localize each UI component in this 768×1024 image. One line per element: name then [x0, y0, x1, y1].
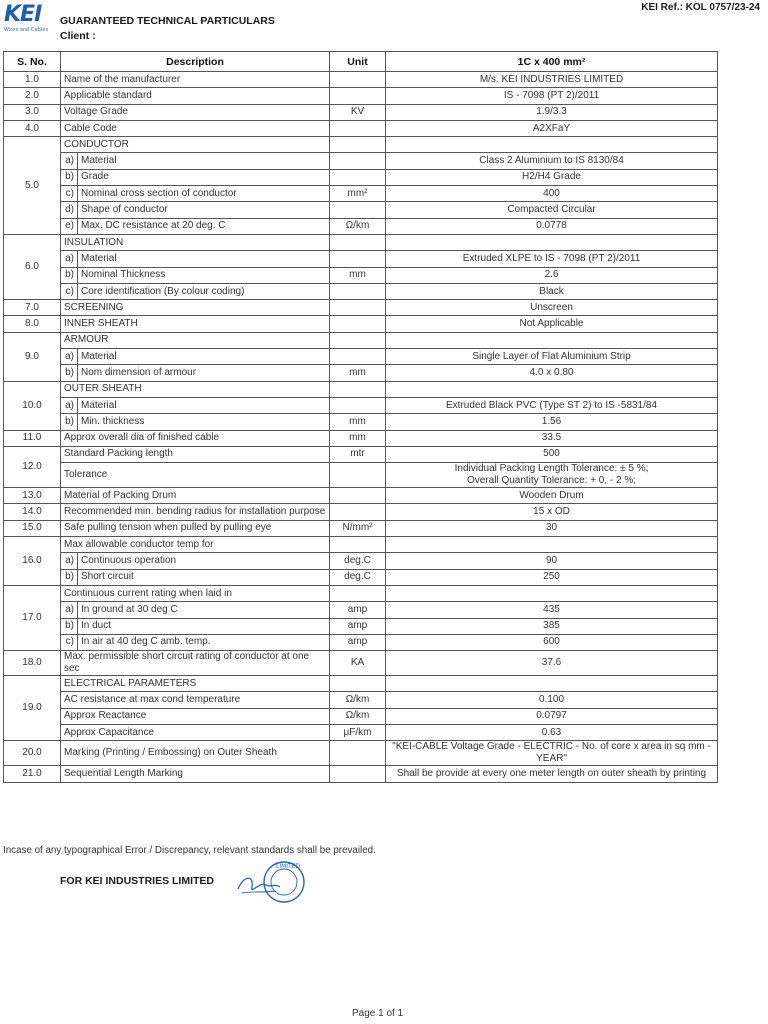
- table-row: [4, 381, 718, 397]
- table-row: [4, 488, 718, 504]
- table-row: [4, 316, 718, 332]
- row-value: Black: [386, 283, 718, 299]
- row-sno: 2.0: [4, 88, 61, 104]
- row-sno: 12.0: [4, 446, 61, 487]
- row-description: Material: [78, 251, 330, 267]
- row-value: 500: [386, 446, 718, 462]
- sub-item-label: c): [61, 186, 78, 202]
- row-unit: [330, 676, 386, 692]
- row-description: Approx Reactance: [61, 708, 330, 724]
- table-row: [4, 202, 718, 218]
- row-description: In ground at 30 deg C: [78, 602, 330, 618]
- row-unit: [330, 234, 386, 250]
- logo-tagline: Wires and Cables: [4, 27, 49, 33]
- row-value: 30: [386, 520, 718, 536]
- sub-item-label: d): [61, 202, 78, 218]
- row-unit: [330, 202, 386, 218]
- row-sno: 7.0: [4, 300, 61, 316]
- table-row: [4, 397, 718, 413]
- row-description: Marking (Printing / Embossing) on Outer Sheath: [61, 741, 330, 766]
- row-sno: 21.0: [4, 766, 61, 782]
- client-label: Client :: [60, 30, 96, 42]
- table-row: [4, 283, 718, 299]
- row-description: Cable Code: [61, 120, 330, 136]
- table-row: [4, 463, 718, 488]
- row-unit: [330, 120, 386, 136]
- row-sno: 11.0: [4, 430, 61, 446]
- row-description: Material of Packing Drum: [61, 488, 330, 504]
- table-header-row: [4, 52, 718, 72]
- row-unit: μF/km: [330, 724, 386, 740]
- stamp-text: LIMITED: [276, 863, 301, 870]
- row-sno: 15.0: [4, 520, 61, 536]
- col-header-unit: Unit: [330, 52, 386, 72]
- section-heading: INSULATION: [61, 234, 330, 250]
- row-value: M/s. KEI INDUSTRIES LIMITED: [386, 72, 718, 88]
- row-value: Unscreen: [386, 300, 718, 316]
- row-unit: [330, 488, 386, 504]
- section-heading: Max allowable conductor temp for: [61, 537, 330, 553]
- sub-item-label: b): [61, 169, 78, 185]
- row-unit: mm: [330, 414, 386, 430]
- row-sno: 10.0: [4, 381, 61, 430]
- row-value: Not Applicable: [386, 316, 718, 332]
- row-unit: [330, 381, 386, 397]
- row-description: Nom dimension of armour: [78, 365, 330, 381]
- row-sno: 18.0: [4, 651, 61, 676]
- row-value: IS - 7098 (PT 2)/2011: [386, 88, 718, 104]
- table-row: [4, 153, 718, 169]
- company-stamp-icon: [232, 857, 308, 907]
- row-unit: mm: [330, 267, 386, 283]
- row-value: 37.6: [386, 651, 718, 676]
- row-value: 435: [386, 602, 718, 618]
- row-value: 0.0797: [386, 708, 718, 724]
- row-unit: mtr: [330, 446, 386, 462]
- table-row: [4, 676, 718, 692]
- tolerance-line-2: Overall Quantity Tolerance: + 0, - 2 %;: [466, 475, 637, 487]
- row-unit: [330, 332, 386, 348]
- table-row: [4, 186, 718, 202]
- row-value: Wooden Drum: [386, 488, 718, 504]
- row-sno: 20.0: [4, 741, 61, 766]
- row-value: [386, 537, 718, 553]
- row-value: [386, 381, 718, 397]
- row-description: Material: [78, 349, 330, 365]
- discrepancy-note: Incase of any typographical Error / Discrepancy, relevant standards shall be prevailed.: [3, 845, 376, 856]
- table-row: [4, 446, 718, 462]
- row-description: Shape of conductor: [78, 202, 330, 218]
- row-value: Shall be provide at every one meter length on outer sheath by printing: [386, 766, 718, 782]
- table-row: [4, 137, 718, 153]
- row-sno: 9.0: [4, 332, 61, 381]
- row-value: 4.0 x 0.80: [386, 365, 718, 381]
- table-row: [4, 585, 718, 601]
- row-unit: [330, 251, 386, 267]
- row-unit: N/mm²: [330, 520, 386, 536]
- section-heading: ELECTRICAL PARAMETERS: [61, 676, 330, 692]
- row-value: 400: [386, 186, 718, 202]
- sub-item-label: c): [61, 634, 78, 650]
- row-unit: [330, 72, 386, 88]
- sub-item-label: e): [61, 218, 78, 234]
- page-number: Page 1 of 1: [352, 1008, 404, 1019]
- row-unit: Ω/km: [330, 708, 386, 724]
- row-description: SCREENING: [61, 300, 330, 316]
- table-row: [4, 169, 718, 185]
- row-value: [386, 676, 718, 692]
- row-unit: [330, 397, 386, 413]
- row-description: Approx overall dia of finished cable: [61, 430, 330, 446]
- row-description: Applicable standard: [61, 88, 330, 104]
- row-sno: 6.0: [4, 234, 61, 299]
- table-row: [4, 569, 718, 585]
- row-unit: [330, 766, 386, 782]
- table-row: [4, 741, 718, 766]
- sub-item-label: c): [61, 283, 78, 299]
- row-sno: 19.0: [4, 676, 61, 741]
- row-value: Extruded Black PVC (Type ST 2) to IS -5831/84: [386, 397, 718, 413]
- table-row: [4, 414, 718, 430]
- table-row: [4, 88, 718, 104]
- row-description: In duct: [78, 618, 330, 634]
- row-unit: mm: [330, 430, 386, 446]
- table-row: [4, 537, 718, 553]
- row-value: 385: [386, 618, 718, 634]
- row-description: AC resistance at max cond temperature: [61, 692, 330, 708]
- table-row: [4, 692, 718, 708]
- row-description: Core identification (By colour coding): [78, 283, 330, 299]
- row-description: Short circuit: [78, 569, 330, 585]
- row-value: 1.56: [386, 414, 718, 430]
- row-unit: [330, 349, 386, 365]
- row-value: Compacted Circular: [386, 202, 718, 218]
- row-unit: Ω/km: [330, 692, 386, 708]
- row-description: Material: [78, 397, 330, 413]
- row-value: 90: [386, 553, 718, 569]
- row-unit: KV: [330, 104, 386, 120]
- document-title: GUARANTEED TECHNICAL PARTICULARS: [60, 15, 275, 27]
- row-unit: [330, 300, 386, 316]
- row-value: H2/H4 Grade: [386, 169, 718, 185]
- row-unit: amp: [330, 634, 386, 650]
- row-value: [386, 463, 718, 488]
- row-description: Name of the manufacturer: [61, 72, 330, 88]
- row-sno: 5.0: [4, 137, 61, 235]
- row-value: 15 x OD: [386, 504, 718, 520]
- signature-stroke: [238, 878, 280, 889]
- table-row: [4, 349, 718, 365]
- logo-text: KEI: [4, 2, 42, 27]
- row-unit: mm²: [330, 186, 386, 202]
- row-sno: 13.0: [4, 488, 61, 504]
- row-unit: [330, 504, 386, 520]
- table-row: [4, 520, 718, 536]
- col-header-description: Description: [61, 52, 330, 72]
- row-unit: mm: [330, 365, 386, 381]
- row-value: 0.100: [386, 692, 718, 708]
- row-unit: [330, 463, 386, 488]
- row-description: Safe pulling tension when pulled by pulling eye: [61, 520, 330, 536]
- sub-item-label: a): [61, 251, 78, 267]
- table-row: [4, 651, 718, 676]
- row-value: Class 2 Aluminium to IS 8130/84: [386, 153, 718, 169]
- table-row: [4, 365, 718, 381]
- table-row: [4, 766, 718, 782]
- row-unit: deg.C: [330, 553, 386, 569]
- row-value: Single Layer of Flat Aluminium Strip: [386, 349, 718, 365]
- table-row: [4, 708, 718, 724]
- table-row: [4, 602, 718, 618]
- row-description: Max. permissible short circuit rating of conductor at one sec: [61, 651, 330, 676]
- row-description: INNER SHEATH: [61, 316, 330, 332]
- row-unit: amp: [330, 618, 386, 634]
- row-unit: [330, 137, 386, 153]
- row-unit: deg.C: [330, 569, 386, 585]
- sub-item-label: b): [61, 569, 78, 585]
- row-value: A2XFaY: [386, 120, 718, 136]
- row-description: Standard Packing length: [61, 446, 330, 462]
- row-value: Extruded XLPE to IS - 7098 (PT 2)/2011: [386, 251, 718, 267]
- col-header-sno: S. No.: [4, 52, 61, 72]
- table-row: [4, 300, 718, 316]
- row-description: Nominal cross section of conductor: [78, 186, 330, 202]
- section-heading: CONDUCTOR: [61, 137, 330, 153]
- row-description: Tolerance: [61, 463, 330, 488]
- row-sno: 16.0: [4, 537, 61, 586]
- row-unit: Ω/km: [330, 218, 386, 234]
- row-sno: 1.0: [4, 72, 61, 88]
- row-value: 1.9/3.3: [386, 104, 718, 120]
- table-row: [4, 104, 718, 120]
- reference-number: KEI Ref.: KOL 0757/23-24: [641, 2, 760, 13]
- row-description: Voltage Grade: [61, 104, 330, 120]
- table-row: [4, 724, 718, 740]
- row-unit: amp: [330, 602, 386, 618]
- row-unit: [330, 153, 386, 169]
- row-unit: [330, 316, 386, 332]
- sub-item-label: a): [61, 397, 78, 413]
- signature-underline: [242, 891, 276, 893]
- table-row: [4, 430, 718, 446]
- row-value: 250: [386, 569, 718, 585]
- row-value: 33.5: [386, 430, 718, 446]
- sub-item-label: b): [61, 618, 78, 634]
- sub-item-label: a): [61, 602, 78, 618]
- sub-item-label: b): [61, 365, 78, 381]
- table-row: [4, 553, 718, 569]
- row-value: "KEI-CABLE Voltage Grade - ELECTRIC - No. of core x area in sq mm - YEAR": [386, 741, 718, 766]
- tolerance-line-1: Individual Packing Length Tolerance: ± 5 %;: [454, 463, 649, 475]
- table-row: [4, 251, 718, 267]
- row-value: 2.6: [386, 267, 718, 283]
- row-sno: 8.0: [4, 316, 61, 332]
- row-description: Nominal Thickness: [78, 267, 330, 283]
- row-sno: 14.0: [4, 504, 61, 520]
- row-value: [386, 234, 718, 250]
- table-row: [4, 618, 718, 634]
- sub-item-label: a): [61, 553, 78, 569]
- row-unit: [330, 169, 386, 185]
- row-description: Sequential Length Marking: [61, 766, 330, 782]
- sub-item-label: b): [61, 267, 78, 283]
- row-value: [386, 585, 718, 601]
- row-description: In air at 40 deg C amb. temp.: [78, 634, 330, 650]
- row-description: Continuous operation: [78, 553, 330, 569]
- row-unit: [330, 537, 386, 553]
- row-sno: 4.0: [4, 120, 61, 136]
- row-sno: 3.0: [4, 104, 61, 120]
- row-unit: KA: [330, 651, 386, 676]
- row-unit: [330, 741, 386, 766]
- table-row: [4, 332, 718, 348]
- row-value: 600: [386, 634, 718, 650]
- sub-item-label: a): [61, 153, 78, 169]
- row-description: Recommended min. bending radius for installation purpose: [61, 504, 330, 520]
- table-row: [4, 267, 718, 283]
- company-signature-label: FOR KEI INDUSTRIES LIMITED: [60, 875, 215, 887]
- row-value: 0.0778: [386, 218, 718, 234]
- sub-item-label: b): [61, 414, 78, 430]
- row-description: Min. thickness: [78, 414, 330, 430]
- section-heading: Continuous current rating when laid in: [61, 585, 330, 601]
- section-heading: ARMOUR: [61, 332, 330, 348]
- row-description: Material: [78, 153, 330, 169]
- kei-logo: [4, 4, 58, 38]
- table-row: [4, 504, 718, 520]
- row-sno: 17.0: [4, 585, 61, 650]
- row-value: [386, 332, 718, 348]
- table-row: [4, 72, 718, 88]
- row-description: Approx Capacitance: [61, 724, 330, 740]
- table-row: [4, 218, 718, 234]
- row-value: 0.63: [386, 724, 718, 740]
- technical-particulars-table: [3, 51, 718, 783]
- sub-item-label: a): [61, 349, 78, 365]
- row-unit: [330, 283, 386, 299]
- row-value: [386, 137, 718, 153]
- row-description: Grade: [78, 169, 330, 185]
- table-row: [4, 634, 718, 650]
- table-row: [4, 234, 718, 250]
- table-row: [4, 120, 718, 136]
- row-unit: [330, 585, 386, 601]
- row-description: Max. DC resistance at 20 deg. C: [78, 218, 330, 234]
- row-unit: [330, 88, 386, 104]
- section-heading: OUTER SHEATH: [61, 381, 330, 397]
- col-header-value: 1C x 400 mm²: [386, 52, 718, 72]
